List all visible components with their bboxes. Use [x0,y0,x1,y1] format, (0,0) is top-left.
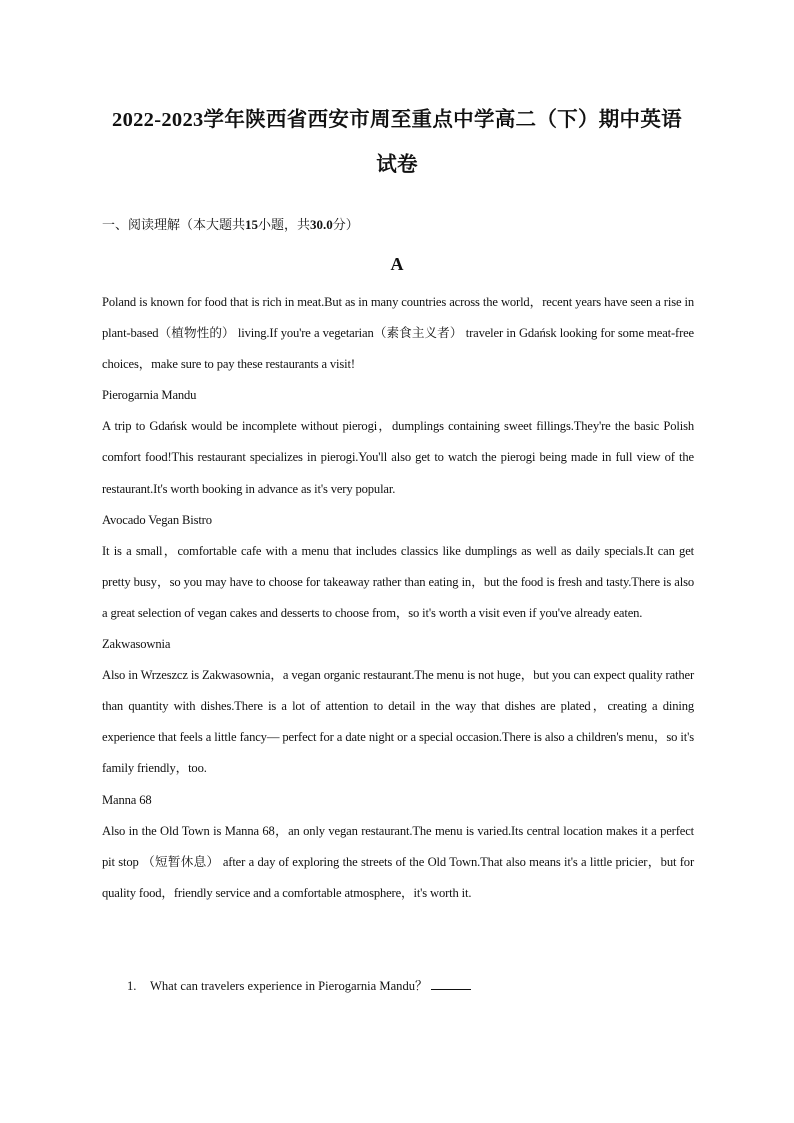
paragraph-intro: Poland is known for food that is rich in meat.But as in many countries across the world，recent years have seen a rise in plant-based（植物性的） living.If you're a vegetarian（素食主义者） traveler in Gdańsk looking for some meat-free choices，make sure to pay these restaurants a visit! [102,295,694,372]
title-line-1: 2022-2023学年陕西省西安市周至重点中学高二（下）期中英语 [112,109,682,131]
question-1 [127,974,471,998]
restaurant-heading-4: Manna 68 [102,792,152,807]
section-count: 15 [245,217,259,232]
section-heading [102,215,359,235]
document-title [90,98,704,188]
paragraph-2: It is a small，comfortable cafe with a menu that includes classics like dumplings as well as daily specials.It can get pretty busy，so you may have to choose for takeaway rather than eating in，but the food is fresh and tasty.There is also a great selection of vegan cakes and desserts to choose from，so it's worth a visit even if you've already eaten. [102,543,694,620]
section-score: 30.0 [310,217,333,232]
section-prefix: 一、阅读理解（本大题共 [102,217,246,232]
title-line-2: 试卷 [376,154,418,176]
answer-blank[interactable] [431,975,471,990]
restaurant-heading-3: Zakwasownia [102,637,171,652]
section-middle: 小题，共 [258,217,311,232]
paragraph-3: Also in Wrzeszcz is Zakwasownia，a vegan organic restaurant.The menu is not huge，but you can expect quality rather than quantity with dishes.There is a lot of attention to detail in the way that dishes are plated，creating a dining experience that feels a little fancy— perfect for a date night or a special occasion.There is also a children's menu，so it's family friendly，too. [102,668,694,776]
passage-letter: A [390,254,404,274]
paragraph-1: A trip to Gdańsk would be incomplete without pierogi，dumplings containing sweet fillings.They're the basic Polish comfort food!This restaurant specializes in pierogi.You'll also get to watch the pierogi being made in full view of the restaurant.It's worth booking in advance as it's very popular. [102,419,694,496]
question-text: What can travelers experience in Pierogarnia Mandu？ [150,979,428,993]
section-suffix: 分） [332,217,359,232]
restaurant-heading-1: Pierogarnia Mandu [102,388,197,403]
question-number: 1. [127,979,137,993]
passage-body [102,287,694,909]
paragraph-4: Also in the Old Town is Manna 68，an only vegan restaurant.The menu is varied.Its central location makes it a perfect pit stop （短暂休息） after a day of exploring the streets of the Old Town.That also means it's a little pricier，but for quality food，friendly service and a comfortable atmosphere，it's worth it. [102,823,694,900]
restaurant-heading-2: Avocado Vegan Bistro [102,512,212,527]
